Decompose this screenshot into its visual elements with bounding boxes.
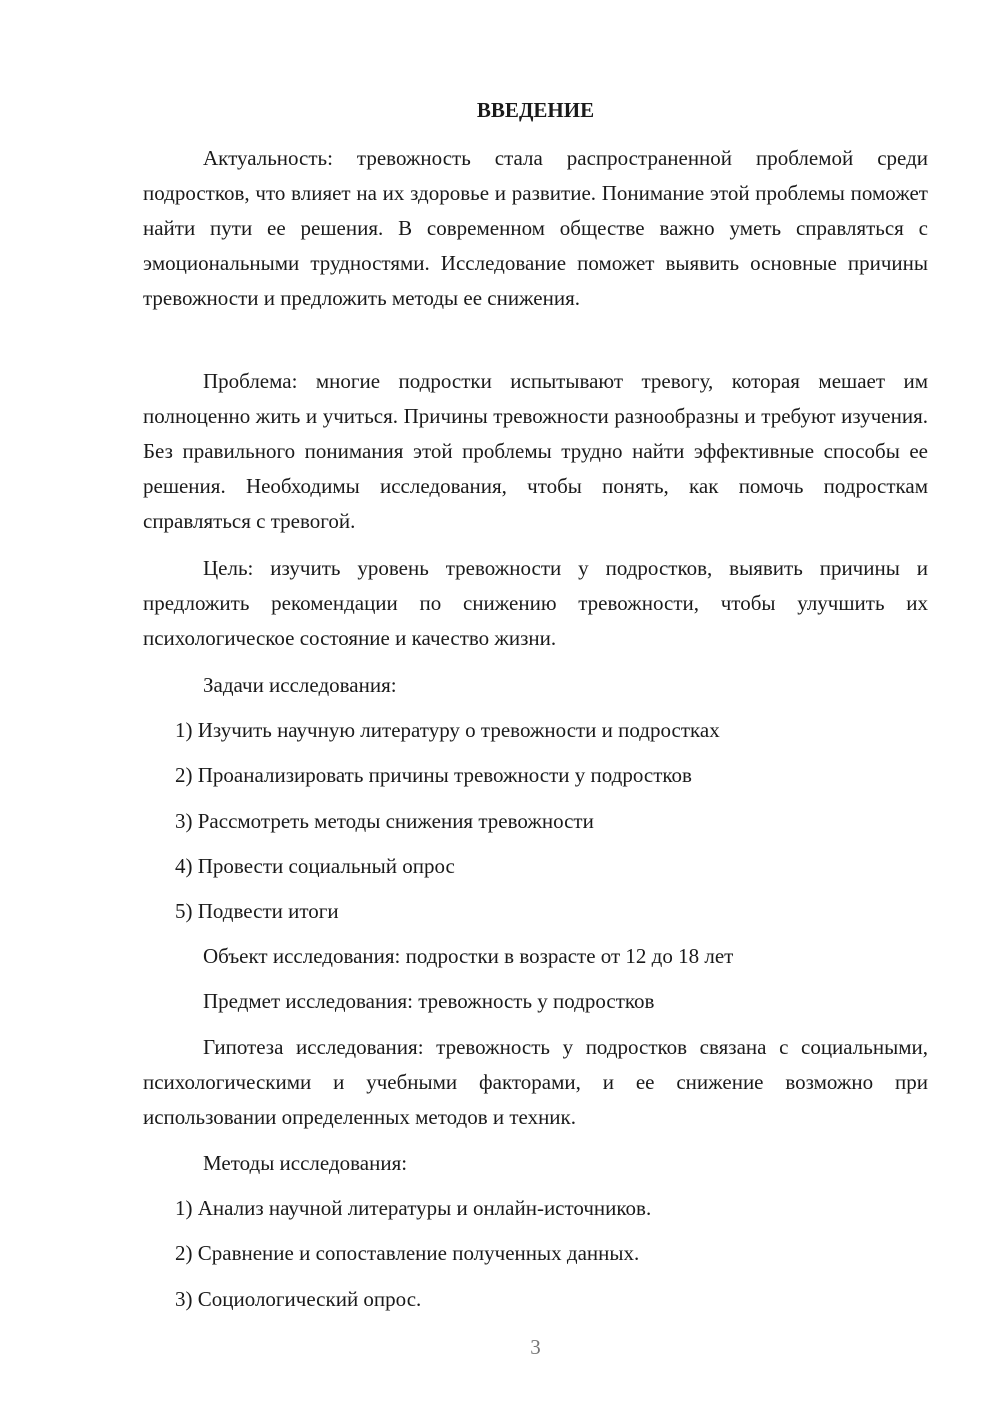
task-item-4: 4) Провести социальный опрос [175,854,455,878]
method-item-2: 2) Сравнение и сопоставление полученных данных. [175,1241,640,1265]
relevance-paragraph: Актуальность: тревожность стала распространенной проблемой среди подростков, что влияет на их здоровье и развитие. Понимание этой проблемы поможет найти пути ее решения. В современном обществе важно уметь справляться с эмоциональными трудностями. Исследование поможет выявить основные причины тревожности и предложить методы ее снижения. [143,146,928,310]
methods-heading: Методы исследования: [203,1151,408,1175]
hypothesis-paragraph: Гипотеза исследования: тревожность у подростков связана с социальными, психологическими и учебными факторами, и ее снижение возможно при использовании определенных методов и техник. [143,1035,928,1129]
task-item-3: 3) Рассмотреть методы снижения тревожности [175,809,594,833]
task-item-2: 2) Проанализировать причины тревожности у подростков [175,763,692,787]
task-item-5: 5) Подвести итоги [175,899,339,923]
tasks-heading: Задачи исследования: [203,673,397,697]
task-item-1: 1) Изучить научную литературу о тревожности и подростках [175,718,720,742]
method-item-1: 1) Анализ научной литературы и онлайн-источников. [175,1196,652,1220]
method-item-3: 3) Социологический опрос. [175,1287,422,1311]
problem-paragraph: Проблема: многие подростки испытывают тревогу, которая мешает им полноценно жить и учиться. Причины тревожности разнообразны и требуют изучения. Без правильного понимания этой проблемы трудно найти эффективные способы ее решения. Необходимы исследования, чтобы понять, как помочь подросткам справляться с тревогой. [143,369,928,533]
page-title: ВВЕДЕНИЕ [476,98,595,122]
research-object: Объект исследования: подростки в возрасте от 12 до 18 лет [203,944,734,968]
goal-paragraph: Цель: изучить уровень тревожности у подростков, выявить причины и предложить рекомендации по снижению тревожности, чтобы улучшить их психологическое состояние и качество жизни. [143,556,928,650]
page-number: 3 [530,1335,541,1359]
research-subject: Предмет исследования: тревожность у подростков [203,989,655,1013]
